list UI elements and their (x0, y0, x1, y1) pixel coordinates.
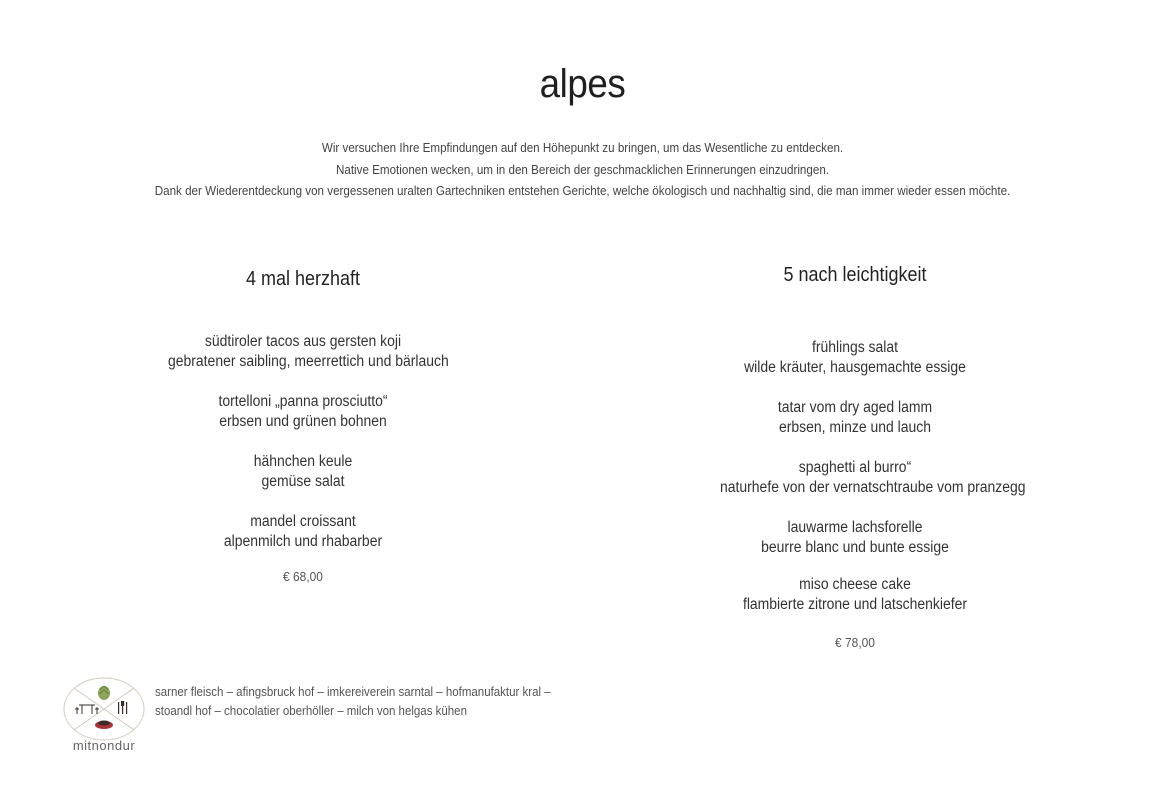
menu-left-title (153, 268, 453, 291)
supplier-list (155, 683, 575, 721)
supplier-line: stoandl hof – chocolatier oberhöller – milch von helgas kühen (155, 704, 467, 718)
dish-name: lauwarme lachsforelle (787, 519, 923, 536)
dish-name: tortelloni „panna prosciutto“ (218, 393, 388, 410)
dish-desc: gebratener saibling, meerrettich und bärlauch (168, 353, 449, 370)
dish-right-2 (705, 398, 1005, 438)
dish-name: miso cheese cake (799, 576, 911, 593)
intro-line: Wir versuchen Ihre Empfindungen auf den Höhepunkt zu bringen, um das Wesentliche zu entdecken. (321, 141, 844, 155)
supplier-line: sarner fleisch – afingsbruck hof – imkereiverein sarntal – hofmanufaktur kral – (155, 685, 551, 699)
course-title-right: 5 nach leichtigkeit (783, 264, 927, 286)
price-right: € 78,00 (835, 635, 875, 650)
price-left: € 68,00 (283, 569, 323, 584)
cutlery-icon (118, 701, 127, 714)
dish-desc: alpenmilch und rhabarber (223, 533, 383, 550)
dish-right-4 (705, 518, 1005, 558)
course-title-left: 4 mal herzhaft (245, 268, 361, 290)
dish-name: südtiroler tacos aus gersten koji (204, 333, 402, 350)
food-icon (95, 721, 113, 730)
dish-desc: flambierte zitrone und latschenkiefer (742, 596, 968, 613)
mitnondur-logo-icon (62, 676, 146, 742)
dish-left-3 (153, 452, 453, 492)
dish-name: spaghetti al burro“ (798, 459, 912, 476)
dish-desc: beurre blanc und bunte essige (761, 539, 949, 556)
dish-desc: wilde kräuter, hausgemachte essige (744, 359, 966, 376)
dish-left-4 (153, 512, 453, 552)
intro-text (0, 138, 1165, 203)
dish-desc: erbsen und grünen bohnen (219, 413, 387, 430)
dish-name: tatar vom dry aged lamm (777, 399, 933, 416)
dish-left-1 (153, 332, 453, 372)
artichoke-icon (98, 686, 110, 700)
menu-title: alpes (539, 62, 626, 106)
dish-desc: erbsen, minze und lauch (778, 419, 931, 436)
menu-right-title (705, 264, 1005, 287)
dish-name: frühlings salat (811, 339, 899, 356)
table-icon (75, 705, 99, 714)
price-left-wrap (153, 569, 453, 584)
dish-left-2 (153, 392, 453, 432)
dish-desc: naturhefe von der vernatschtraube vom pranzegg (720, 479, 1026, 496)
logo-wordmark: mitnondur (72, 738, 136, 753)
intro-line: Dank der Wiederentdeckung von vergessenen uralten Gartechniken entstehen Gerichte, welche ökologisch und nachhaltig sind, die man immer wieder essen möchte. (154, 184, 1011, 198)
dish-name: mandel croissant (250, 513, 356, 530)
dish-right-5 (705, 575, 1005, 615)
dish-desc: gemüse salat (261, 473, 345, 490)
dish-right-3 (705, 458, 1026, 498)
price-right-wrap (705, 635, 1005, 650)
dish-name: hähnchen keule (253, 453, 353, 470)
dish-right-1 (705, 338, 1005, 378)
intro-line: Native Emotionen wecken, um in den Bereich der geschmacklichen Erinnerungen einzudringen. (335, 162, 830, 177)
